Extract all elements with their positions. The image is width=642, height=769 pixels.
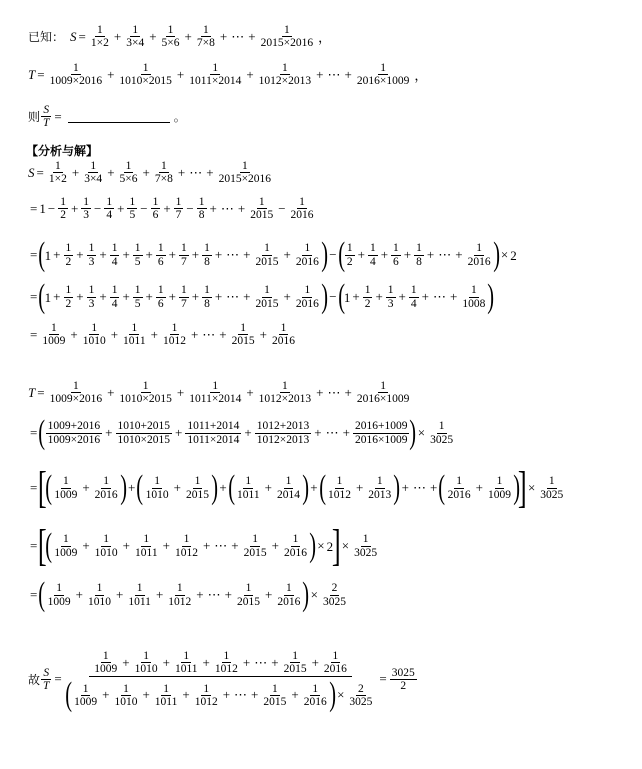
analysis-heading: 【分析与解】: [26, 144, 99, 158]
t-result: = ( 1 1009 + $\frac{1}{1010}$ + $\frac{1}{1011}$ + $\frac{1}{1012}$ + ⋯ + $\frac{1}{2015}$ + $\frac{1}{2016}$ ) × $\frac{2}{3025}$: [30, 576, 346, 613]
s-step-half: = ( 1 + $\frac{1}{2}$ + $\frac{1}{3}$ + $\frac{1}{4}$ + $\frac{1}{5}$ + $\frac{1}{6}$ + $\frac{1}{7}$ + $\frac{1}{8}$ + ⋯ + $\frac{1}{2015}$ + $\frac{1}{2016}$ ) − ( 1 + $\frac{1}{2}$ + $\frac{1}{3}$ + $\frac{1}{4}$ + ⋯ + $\frac{1}{1008}$ ): [30, 278, 495, 315]
s-over-t: $\frac{S}{T}$: [43, 104, 50, 130]
fraction: $\frac{1}{5\times 6}$: [161, 24, 180, 50]
s-expansion: S = $\frac{1}{1\times 2}$ + $\frac{1}{3\times 4}$ + $\frac{1}{5\times 6}$ + $\frac{1}{7\times 8}$ + ⋯ + $\frac{1}{2015\times 2016}$: [28, 160, 272, 186]
final-answer: $\frac{3025}{2}$: [391, 666, 415, 692]
ratio-fraction: 1 1009 + $\frac{1}{1010}$ + $\frac{1}{1011}$ + $\frac{1}{1012}$ + ⋯ + $\frac{1}{2015}$ + $\frac{1}{2016}$ ( 1 1009 + $\frac{1}{1010}$ + $\frac{1}{1011}$ + $\frac{1}{1012}$ + ⋯ + $\frac{1}{2015}$ + $\frac{1}{2016}$ ) × $\frac{2}{3025}$: [64, 646, 378, 712]
s-result: = $\frac{1}{1009}$ + $\frac{1}{1010}$ + $\frac{1}{1011}$ + $\frac{1}{1012}$ + ⋯ + $\frac{1}{2015}$ + $\frac{1}{2016}$: [30, 322, 295, 348]
fraction: $\frac{1}{3\times 4}$: [126, 24, 145, 50]
fraction: $\frac{1}{1012\times 2013}$: [258, 62, 312, 88]
fraction: $\frac{1}{1011\times 2014}$: [189, 62, 242, 88]
t-symbol: T: [28, 67, 36, 83]
fraction: $\frac{1}{2015\times 2016}$: [260, 24, 314, 50]
fraction: $\frac{1}{1\times 2}$: [90, 24, 109, 50]
given-label: 已知：: [28, 30, 65, 45]
t-step-pairs: = [ ( 1 1009 + $\frac{1}{2016}$ ) + ( 1 1010 + $\frac{1}{2015}$ ) + ( 1 1011 + $\frac{1}{2014}$ ) + ( 1 1012 + $\frac{1}{2013}$ ) + ⋯ + ( 1 2016 + $\frac{1}{1009}$ ) ] × $\frac{1}{3025}$: [30, 463, 564, 512]
s-step-alternating: = 1 − $\frac{1}{2}$ + $\frac{1}{3}$ − $\frac{1}{4}$ + $\frac{1}{5}$ − $\frac{1}{6}$ + $\frac{1}{7}$ − $\frac{1}{8}$ + ⋯ + $\frac{1}{2015}$ − $\frac{1}{2016}$: [30, 196, 314, 222]
s-step-grouped: = ( 1 + $\frac{1}{2}$ + $\frac{1}{3}$ + $\frac{1}{4}$ + $\frac{1}{5}$ + $\frac{1}{6}$ + $\frac{1}{7}$ + $\frac{1}{8}$ + ⋯ + $\frac{1}{2015}$ + $\frac{1}{2016}$ ) − ( 1 2 + $\frac{1}{4}$ + $\frac{1}{6}$ + $\frac{1}{8}$ + ⋯ + $\frac{1}{2016}$ ) × 2: [30, 236, 517, 273]
question-line: 则 $\frac{S}{T}$ = 。: [28, 104, 186, 130]
fraction: $\frac{1}{7\times 8}$: [196, 24, 215, 50]
t-expansion: T = $\frac{1}{1009\times 2016}$ + $\frac{1}{1010\times 2015}$ + $\frac{1}{1011\times 2014}$ + $\frac{1}{1012\times 2013}$ + ⋯ + $\frac{1}{2016\times 1009}$: [28, 380, 410, 406]
t-step-sums: = ( 1009+2016 1009×2016 + $\frac{1010+2015}{1010\times 2015}$ + $\frac{1011+2014}{1011\times 2014}$ + $\frac{1012+2013}{1012\times 2013}$ + ⋯ + $\frac{2016+1009}{2016\times 1009}$ ) × $\frac{1}{3025}$: [30, 414, 454, 451]
given-s-line: 已知： S = $\frac{1}{1\times 2}$ + $\frac{1}{3\times 4}$ + $\frac{1}{5\times 6}$ + $\frac{1}{7\times 8}$ + ⋯ + $\frac{1}{2015\times 2016}$ ，: [28, 24, 332, 50]
fraction: $\frac{1}{1009\times 2016}$: [49, 62, 103, 88]
t-step-doubled: = [ ( 1 1009 + $\frac{1}{1010}$ + $\frac{1}{1011}$ + $\frac{1}{1012}$ + ⋯ + $\frac{1}{2015}$ + $\frac{1}{2016}$ ) × 2 ] × $\frac{1}{3025}$: [30, 521, 378, 570]
conclusion: 故 $\frac{S}{T}$ = 1 1009 + $\frac{1}{1010}$ + $\frac{1}{1011}$ + $\frac{1}{1012}$ + ⋯ + $\frac{1}{2015}$ + $\frac{1}{2016}$ ( 1 1009 + $\frac{1}{1010}$ + $\frac{1}{1011}$ + $\frac{1}{1012}$ + ⋯ + $\frac{1}{2015}$ + $\frac{1}{2016}$ ) × $\frac{2}{3025}$ = $\frac{3025}{2}$: [28, 646, 418, 712]
given-t-line: T = $\frac{1}{1009\times 2016}$ + $\frac{1}{1010\times 2015}$ + $\frac{1}{1011\times 2014}$ + $\frac{1}{1012\times 2013}$ + ⋯ + $\frac{1}{2016\times 1009}$ ，: [28, 62, 428, 88]
fraction: $\frac{1}{2016\times 1009}$: [356, 62, 410, 88]
fraction: $\frac{1}{1010\times 2015}$: [119, 62, 172, 88]
answer-blank: [68, 110, 170, 123]
s-symbol: S: [70, 29, 77, 45]
